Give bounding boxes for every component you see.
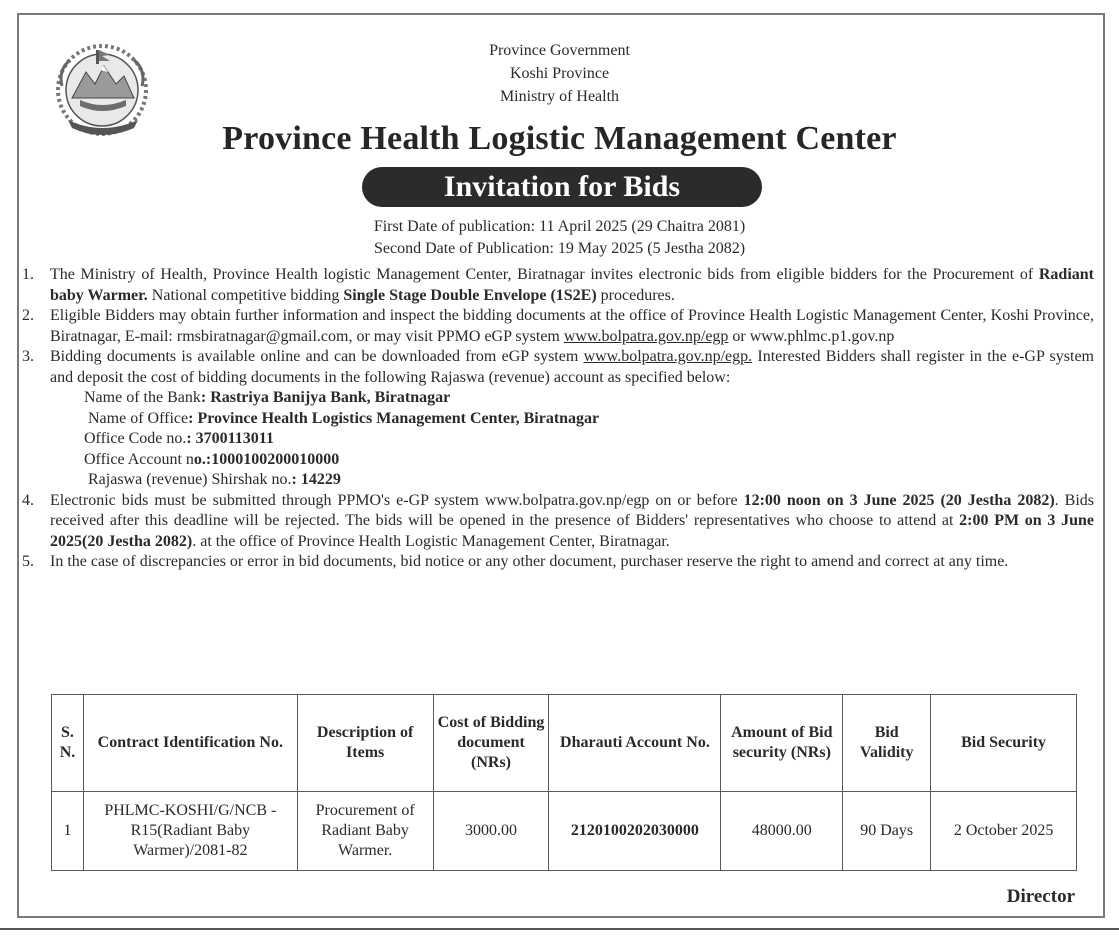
bolpatra-link[interactable]: www.bolpatra.gov.np/egp. [583,348,753,365]
bank-name-row: Name of the Bank: Rastriya Banijya Bank, Biratnagar [84,389,451,406]
submission-deadline: 12:00 noon on 3 June 2025 (20 Jestha 2082) [743,491,1055,509]
paragraph-number: 3. [22,348,34,365]
office-name-row: Name of Office: Province Health Logistics Management Center, Biratnagar [88,409,600,427]
cell-sn: 1 [52,792,84,871]
column-header-bid-security: Bid Security [931,695,1077,792]
center-name: Province Health Logistic Management Center [222,120,897,157]
bid-table [51,694,1077,871]
paragraph-number: 2. [22,307,34,324]
cell-description: Procurement of Radiant Baby Warmer. [297,792,433,871]
column-header-bid-security-amount: Amount of Bid security (NRs) [721,695,843,792]
column-header-contract-id: Contract Identification No. [83,695,297,792]
cell-dharauti-account: 2120100202030000 [549,792,721,871]
office-code-row: Office Code no.: 3700113011 [84,430,274,447]
paragraph-5: 5. In the case of discrepancies or error in bid documents, bid notice or any other document, purchaser reserve the right to amend and correct at any time. [22,552,1094,573]
table-row [52,792,1077,871]
header-ministry: Ministry of Health [499,88,620,105]
signatory: Director [1006,886,1075,907]
cell-bid-security: 2 October 2025 [931,792,1077,871]
column-header-sn: S. N. [52,695,84,792]
header-koshi-province: Koshi Province [509,65,610,82]
column-header-dharauti-account: Dharauti Account No. [549,695,721,792]
paragraph-1: 1. The Ministry of Health, Province Health logistic Management Center, Biratnagar invites electronic bids from eligible bidders for the Procurement of Radiant baby Warmer. National competitive bidding Single Stage Double Envelope (1S2E) procedures. [22,265,1094,306]
procurement-item: Radiant baby Warmer. [50,266,1094,304]
paragraph-2: 2. Eligible Bidders may obtain further information and inspect the bidding documents at the office of Province Health Logistic Management Center, Koshi Province, Biratnagar, E-mail: rmsbiratnagar@gmail.com, or may visit PPMO eGP system www.bolpatra.gov.np/egp or www.phlmc.p1.gov.np [22,306,1094,347]
opening-time: 2:00 PM on 3 June 2025(20 Jestha 2082) [50,512,1095,550]
cell-contract-id: PHLMC-KOSHI/G/NCB -R15(Radiant Baby Warmer)/2081-82 [83,792,297,871]
paragraph-number: 4. [22,491,34,509]
column-header-bid-validity: Bid Validity [843,695,931,792]
office-account-row: Office Account no.:1000100200010000 [84,450,340,468]
bidding-procedure: Single Stage Double Envelope (1S2E) [343,286,597,304]
cell-cost: 3000.00 [433,792,549,871]
table-header-row [52,695,1077,792]
notice-title-banner: Invitation for Bids [362,167,762,207]
bank-details [84,388,1094,491]
bottom-rule [0,928,1119,930]
column-header-description: Description of Items [297,695,433,792]
cell-bid-security-amount: 48000.00 [721,792,843,871]
paragraph-3: 3. Bidding documents is available online and can be downloaded from eGP system www.bolpatra.gov.np/egp. Interested Bidders shall register in the e-GP system and deposit the cost of bidding documents in the following Rajaswa (revenue) account as specified below: [22,347,1094,388]
notice-body [22,265,1094,573]
paragraph-4: 4. Electronic bids must be submitted through PPMO's e-GP system www.bolpatra.gov.np/egp on or before 12:00 noon on 3 June 2025 (20 Jestha 2082). Bids received after this deadline will be rejected. The bids will be opened in the presence of Bidders' representatives who choose to attend at 2:00 PM on 3 June 2025(20 Jestha 2082). at the office of Province Health Logistic Management Center, Biratnagar. [22,491,1094,553]
revenue-shirshak-row: Rajaswa (revenue) Shirshak no.: 14229 [88,471,341,488]
first-publication-date: First Date of publication: 11 April 2025 (29 Chaitra 2081) [373,218,746,235]
column-header-cost: Cost of Bidding document (NRs) [433,695,549,792]
paragraph-number: 5. [22,553,34,570]
bolpatra-link[interactable]: www.bolpatra.gov.np/egp [563,327,729,345]
header-province-government: Province Government [489,42,630,59]
second-publication-date: Second Date of Publication: 19 May 2025 (5 Jestha 2082) [373,240,746,257]
paragraph-number: 1. [22,266,34,283]
cell-bid-validity: 90 Days [843,792,931,871]
